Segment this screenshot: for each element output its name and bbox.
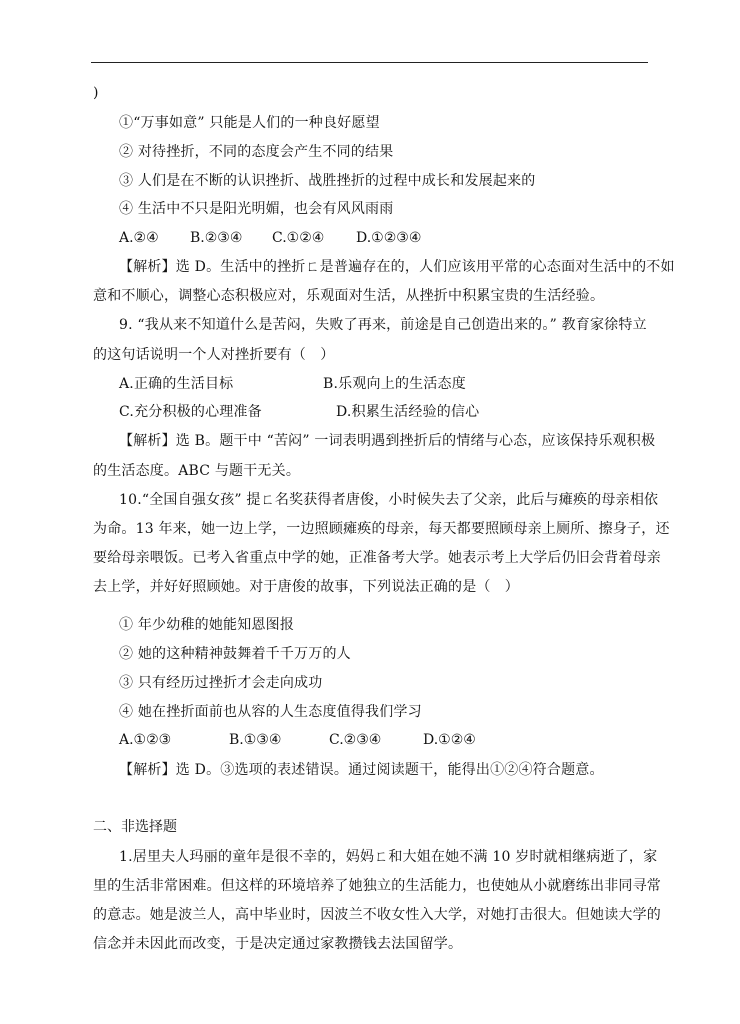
q8-choice-b: B.②③④ — [190, 230, 243, 246]
q8-choices — [119, 229, 639, 247]
q10-choice-b: B.①③④ — [229, 732, 282, 748]
s2-q1-line-2: 里的生活非常困难。但这样的环境培养了她独立的生活能力，也使她从小就磨练出非同寻常 — [93, 878, 661, 894]
q10-choice-d: D.①②④ — [423, 732, 476, 748]
s2-q1-line-1: 1.居里夫人玛丽的童年是很不幸的，妈妈ㄈ和大姐在她不满 10 岁时就相继病逝了，家 — [119, 849, 658, 865]
q10-statement-2: ② 她的这种精神鼓舞着千千万万的人 — [119, 646, 351, 662]
q8-choice-a: A.②④ — [119, 230, 159, 246]
s2-q1-line-4: 信念并未因此而改变，于是决定通过家教攒钱去法国留学。 — [93, 936, 463, 952]
q10-stem-line-2: 为命。13 年来，她一边上学，一边照顾瘫痪的母亲，每天都要照顾母亲上厕所、擦身子，还 — [93, 521, 670, 537]
header-rule — [91, 62, 648, 63]
q9-choice-d: D.积累生活经验的信心 — [336, 404, 480, 420]
q10-choices — [119, 731, 639, 749]
q10-stem-line-3: 要给母亲喂饭。已考入省重点中学的她，正准备考大学。她表示考上大学后仍旧会背着母亲 — [93, 550, 661, 566]
leading-paren: ) — [93, 85, 99, 101]
q10-statement-1: ① 年少幼稚的她能知恩图报 — [119, 617, 295, 633]
q8-statement-4: ④ 生活中不只是阳光明媚，也会有风风雨雨 — [119, 201, 394, 217]
q9-stem-line-1: 9. “我从来不知道什么是苦闷，失败了再来，前途是自己创造出来的。” 教育家徐特立 — [119, 317, 647, 333]
q8-statement-2: ② 对待挫折，不同的态度会产生不同的结果 — [119, 144, 394, 160]
q8-statement-3: ③ 人们是在不断的认识挫折、战胜挫折的过程中成长和发展起来的 — [119, 173, 536, 189]
q10-choice-a: A.①②③ — [119, 732, 172, 748]
q9-choice-a: A.正确的生活目标 — [119, 376, 234, 392]
section-title: 二、非选择题 — [93, 819, 177, 835]
q8-analysis-line-1: 【解析】选 D。生活中的挫折ㄈ是普遍存在的，人们应该用平常的心态面对生活中的不如 — [119, 259, 675, 275]
q9-stem-line-2: 的这句话说明一个人对挫折要有（ ） — [93, 347, 335, 363]
q10-statement-3: ③ 只有经历过挫折才会走向成功 — [119, 675, 323, 691]
q10-statement-4: ④ 她在挫折面前也从容的人生态度值得我们学习 — [119, 704, 422, 720]
q8-choice-d: D.①②③④ — [356, 230, 422, 246]
q9-analysis-line-1: 【解析】选 B。题干中 “苦闷” 一词表明遇到挫折后的情绪与心态，应该保持乐观积极 — [119, 433, 656, 449]
q9-analysis-line-2: 的生活态度。ABC 与题干无关。 — [93, 463, 301, 479]
q10-stem-line-4: 去上学，并好好照顾她。对于唐俊的故事，下列说法正确的是（ ） — [93, 579, 519, 595]
q10-choice-c: C.②③④ — [329, 732, 382, 748]
q9-choice-c: C.充分积极的心理准备 — [119, 404, 262, 420]
q8-analysis-line-2: 意和不顺心，调整心态积极应对，乐观面对生活，从挫折中积累宝贵的生活经验。 — [93, 288, 605, 304]
s2-q1-line-3: 的意志。她是波兰人，高中毕业时，因波兰不收女性入大学，对她打击很大。但她读大学的 — [93, 907, 661, 923]
q8-statement-1: ①“万事如意” 只能是人们的一种良好愿望 — [119, 115, 380, 131]
q10-stem-line-1: 10.“全国自强女孩” 提ㄈ名奖获得者唐俊，小时候失去了父亲，此后与瘫痪的母亲相依 — [119, 492, 659, 508]
q8-choice-c: C.①②④ — [272, 230, 325, 246]
q9-choice-b: B.乐观向上的生活态度 — [323, 376, 466, 392]
q10-analysis-line-1: 【解析】选 D。③选项的表述错误。通过阅读题干，能得出①②④符合题意。 — [119, 762, 604, 778]
